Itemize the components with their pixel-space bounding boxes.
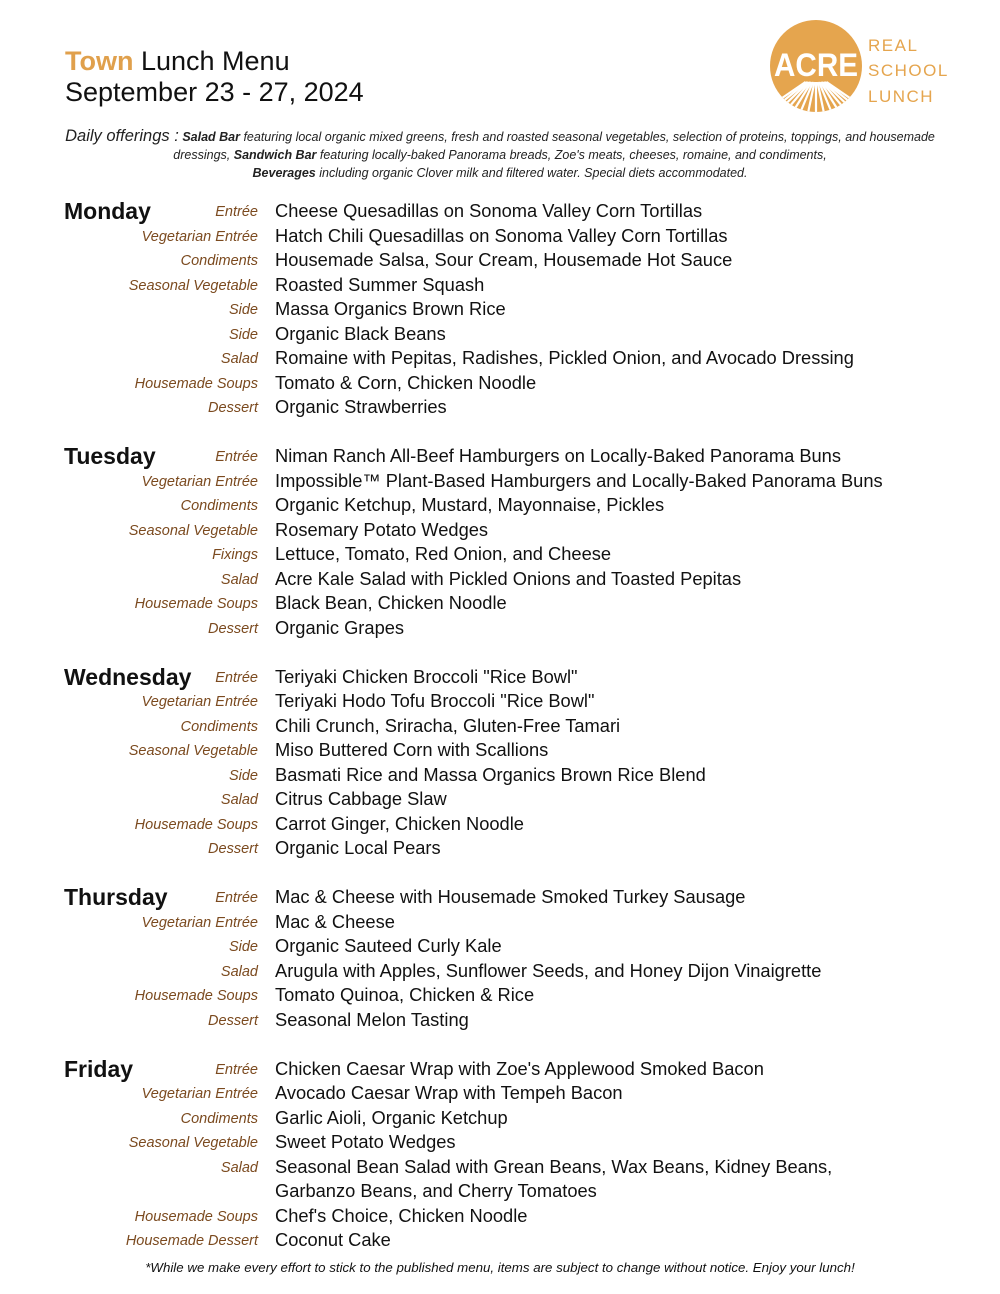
title-text: Lunch Menu <box>133 46 290 76</box>
day-thursday <box>0 885 1000 1032</box>
menu-item: Organic Black Beans <box>275 322 446 344</box>
menu-item: Romaine with Pepitas, Radishes, Pickled Onion, and Avocado Dressing <box>275 347 854 368</box>
course-label: Fixings <box>212 547 258 563</box>
course-label: Condiments <box>180 253 258 269</box>
menu-row <box>0 787 1000 812</box>
logo-tagline-3: LUNCH <box>868 87 935 106</box>
menu-row <box>0 542 1000 567</box>
menu-row <box>0 1057 1000 1082</box>
logo-tagline-2: SCHOOL <box>868 61 949 80</box>
menu-item: Rosemary Potato Wedges <box>275 518 489 540</box>
menu-row <box>0 273 1000 298</box>
menu-row <box>0 1081 1000 1106</box>
menu-item: Arugula with Apples, Sunflower Seeds, and Honey Dijon Vinaigrette <box>275 959 822 981</box>
logo-word: ACRE <box>774 47 858 83</box>
page-body <box>0 127 1000 1277</box>
menu-item: Black Bean, Chicken Noodle <box>275 592 507 613</box>
menu-row <box>0 371 1000 396</box>
menu-row <box>0 689 1000 714</box>
day-monday <box>0 199 1000 420</box>
menu-item: Coconut Cake <box>275 1229 391 1250</box>
course-label: Housemade Soups <box>134 375 258 392</box>
course-label: Housemade Soups <box>134 596 258 612</box>
menu-row <box>0 910 1000 935</box>
menu-item: Mac & Cheese <box>275 910 395 932</box>
menu-item: Tomato & Corn, Chicken Noodle <box>275 371 537 393</box>
menu-item: Miso Buttered Corn with Scallions <box>275 739 549 760</box>
course-label: Condiments <box>180 1110 258 1127</box>
day-name: Thursday <box>64 884 168 910</box>
menu-row <box>0 518 1000 543</box>
logo-tagline-1: REAL <box>868 36 919 55</box>
menu-item: Impossible™ Plant-Based Hamburgers and Locally-Baked Panorama Buns <box>275 469 883 491</box>
course-label: Seasonal Vegetable <box>128 522 258 539</box>
day-name: Friday <box>64 1055 134 1082</box>
menu-row <box>0 493 1000 518</box>
menu-item: Garlic Aioli, Organic Ketchup <box>275 1106 508 1128</box>
menu-item: Housemade Salsa, Sour Cream, Housemade Hot Sauce <box>275 249 733 270</box>
menu-row <box>0 836 1000 861</box>
course-label: Salad <box>220 351 258 367</box>
course-label: Housemade Soups <box>134 816 258 833</box>
course-label: Dessert <box>208 1012 258 1029</box>
course-label: Entrée <box>215 890 258 906</box>
menu-row <box>0 567 1000 592</box>
menu-item: Organic Ketchup, Mustard, Mayonnaise, Pickles <box>275 494 665 515</box>
menu-row <box>0 1228 1000 1253</box>
course-label: Vegetarian Entrée <box>141 694 258 710</box>
course-label: Condiments <box>180 498 258 514</box>
day-tuesday <box>0 444 1000 640</box>
menu-row <box>0 1130 1000 1155</box>
menu-row <box>0 322 1000 347</box>
menu-item: Chicken Caesar Wrap with Zoe's Applewood Smoked Bacon <box>275 1057 764 1079</box>
menu-row <box>0 738 1000 763</box>
course-label: Salad <box>220 963 258 980</box>
weekly-menu <box>0 199 1000 1253</box>
course-label: Housemade Soups <box>134 988 258 1004</box>
menu-item: Organic Sauteed Curly Kale <box>275 935 502 956</box>
course-label: Side <box>228 326 258 343</box>
menu-item: Mac & Cheese with Housemade Smoked Turkey Sausage <box>275 886 746 907</box>
menu-item: Basmati Rice and Massa Organics Brown Rice Blend <box>275 763 706 785</box>
course-label: Entrée <box>215 669 258 686</box>
menu-item: Organic Grapes <box>275 616 405 638</box>
beverages-label: Beverages <box>252 166 316 180</box>
salad-bar-text: featuring local organic mixed greens, fresh and roasted seasonal vegetables, selection of proteins, toppings, and housemade dressings, <box>173 130 935 162</box>
menu-item: Chili Crunch, Sriracha, Gluten-Free Tamari <box>275 714 621 736</box>
course-label: Seasonal Vegetable <box>128 743 258 759</box>
menu-row <box>0 812 1000 837</box>
sandwich-bar-label: Sandwich Bar <box>233 148 317 162</box>
course-label: Vegetarian Entrée <box>141 473 258 490</box>
acre-logo <box>768 18 958 118</box>
course-label: Entrée <box>215 449 258 465</box>
menu-row <box>0 224 1000 249</box>
course-label: Vegetarian Entrée <box>141 1086 258 1102</box>
day-wednesday <box>0 665 1000 861</box>
course-label: Vegetarian Entrée <box>141 914 258 931</box>
menu-row <box>0 934 1000 959</box>
date-range: September 23 - 27, 2024 <box>65 77 364 107</box>
menu-item: Cheese Quesadillas on Sonoma Valley Corn Tortillas <box>275 200 703 221</box>
menu-item: Niman Ranch All-Beef Hamburgers on Locally-Baked Panorama Buns <box>275 445 841 466</box>
menu-row <box>0 469 1000 494</box>
menu-item: Hatch Chili Quesadillas on Sonoma Valley Corn Tortillas <box>275 224 728 246</box>
course-label: Side <box>228 767 258 784</box>
day-friday <box>0 1057 1000 1253</box>
menu-row <box>0 665 1000 690</box>
page-title <box>65 46 364 108</box>
menu-item: Seasonal Melon Tasting <box>275 1008 469 1030</box>
menu-row <box>0 763 1000 788</box>
course-label: Entrée <box>215 1061 258 1078</box>
menu-row <box>0 1155 1000 1204</box>
menu-item: Chef's Choice, Chicken Noodle <box>275 1204 528 1226</box>
salad-bar-label: Salad Bar <box>182 130 240 144</box>
course-label: Seasonal Vegetable <box>128 277 258 294</box>
day-name: Tuesday <box>64 443 156 469</box>
course-label: Housemade Dessert <box>125 1233 258 1249</box>
menu-row <box>0 983 1000 1008</box>
menu-item: Organic Strawberries <box>275 396 447 417</box>
menu-row <box>0 1106 1000 1131</box>
menu-item: Massa Organics Brown Rice <box>275 298 506 319</box>
course-label: Dessert <box>208 620 258 637</box>
offerings-lead: Daily offerings : <box>65 127 179 145</box>
course-label: Side <box>228 939 258 955</box>
course-label: Dessert <box>208 400 258 416</box>
course-label: Dessert <box>208 841 258 857</box>
course-label: Condiments <box>180 718 258 735</box>
menu-row <box>0 395 1000 420</box>
course-label: Seasonal Vegetable <box>128 1135 258 1151</box>
menu-item: Seasonal Bean Salad with Grean Beans, Wax Beans, Kidney Beans, Garbanzo Beans, and Cherry Tomatoes <box>275 1155 833 1201</box>
menu-item: Sweet Potato Wedges <box>275 1131 456 1152</box>
menu-item: Roasted Summer Squash <box>275 273 485 295</box>
menu-row <box>0 959 1000 984</box>
menu-row <box>0 1008 1000 1033</box>
course-label: Side <box>228 302 258 318</box>
menu-row <box>0 885 1000 910</box>
menu-row <box>0 346 1000 371</box>
menu-row <box>0 1204 1000 1229</box>
title-line <box>65 46 364 77</box>
menu-item: Teriyaki Hodo Tofu Broccoli "Rice Bowl" <box>275 690 595 711</box>
course-label: Vegetarian Entrée <box>141 228 258 245</box>
course-label: Salad <box>220 571 258 588</box>
menu-row <box>0 297 1000 322</box>
menu-item: Lettuce, Tomato, Red Onion, and Cheese <box>275 543 612 564</box>
course-label: Salad <box>220 792 258 808</box>
menu-row <box>0 616 1000 641</box>
day-name: Wednesday <box>64 663 192 690</box>
day-name: Monday <box>64 198 151 224</box>
menu-row <box>0 199 1000 224</box>
menu-item: Organic Local Pears <box>275 837 441 858</box>
course-label: Salad <box>220 1159 258 1176</box>
town-name: Town <box>65 46 134 76</box>
menu-item: Teriyaki Chicken Broccoli "Rice Bowl" <box>275 665 578 687</box>
menu-item: Carrot Ginger, Chicken Noodle <box>275 812 524 834</box>
menu-item: Citrus Cabbage Slaw <box>275 788 447 809</box>
menu-item: Tomato Quinoa, Chicken & Rice <box>275 984 535 1005</box>
menu-row <box>0 444 1000 469</box>
menu-row <box>0 248 1000 273</box>
menu-item: Avocado Caesar Wrap with Tempeh Bacon <box>275 1082 623 1103</box>
beverages-text: including organic Clover milk and filtered water. Special diets accommodated. <box>315 166 748 180</box>
menu-row <box>0 714 1000 739</box>
daily-offerings <box>60 127 940 182</box>
menu-row <box>0 591 1000 616</box>
disclaimer: *While we make every effort to stick to the published menu, items are subject to change without notice. Enjoy your lunch! <box>145 1259 855 1275</box>
menu-item: Acre Kale Salad with Pickled Onions and Toasted Pepitas <box>275 567 742 589</box>
course-label: Housemade Soups <box>134 1208 258 1225</box>
sandwich-bar-text: featuring locally-baked Panorama breads, Zoe's meats, cheeses, romaine, and condiments, <box>316 148 827 162</box>
course-label: Entrée <box>215 204 258 220</box>
